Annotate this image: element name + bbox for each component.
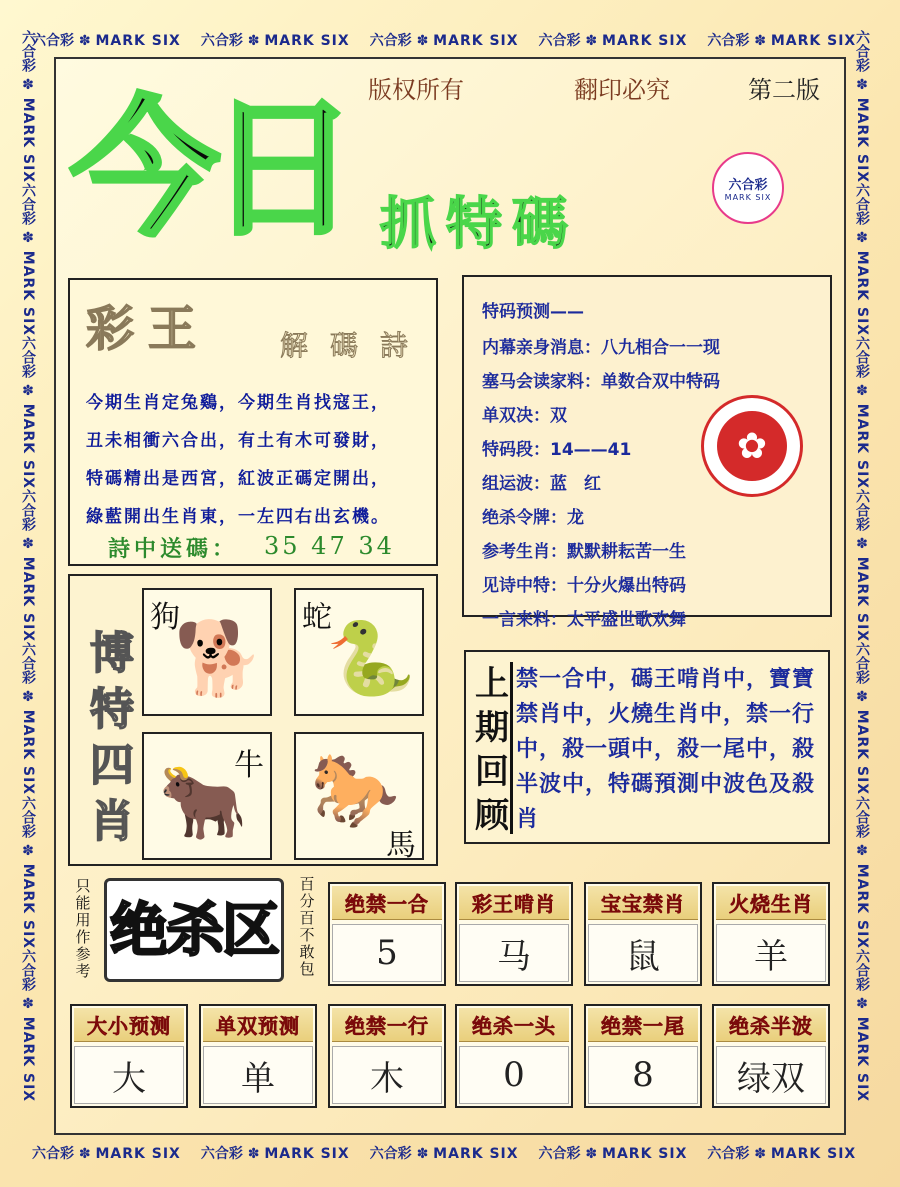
border-ornament: 六合彩 ✽ MARK SIX — [32, 33, 181, 49]
poem-line: 綠藍開出生肖東，一左四右出玄機。 — [86, 507, 390, 527]
kill-cell — [584, 1004, 702, 1108]
border-ornament: 六合彩 ✽ MARK SIX — [200, 1146, 350, 1162]
zodiac-cell-dog — [142, 588, 272, 716]
kill-cell — [584, 882, 702, 986]
left-border-strip — [18, 30, 48, 1158]
kill-cell-value: 大 — [74, 1046, 184, 1104]
border-ornament: 六合彩 ✽ MARK SIX — [854, 642, 870, 796]
note-right: 百 分 百 不 敢 包 — [299, 875, 315, 978]
prediction-item: 内幕亲身消息：八九相合一一现 — [482, 338, 720, 358]
page-subtitle: 抓特碼 — [380, 191, 578, 257]
kill-cell-value: 鼠 — [588, 924, 698, 982]
copyright-text: 版权所有 — [368, 76, 464, 104]
prediction-item: 一言来料：太平盛世歌欢舞 — [482, 610, 686, 630]
prediction-heading: 特码预测—— — [482, 302, 584, 322]
border-ornament: 六合彩 ✽ MARK SIX — [538, 1146, 688, 1162]
kill-cell-label: 宝宝禁肖 — [588, 886, 698, 920]
border-ornament: 六合彩 ✽ MARK SIX — [707, 1146, 857, 1162]
border-ornament: 六合彩 ✽ MARK SIX — [20, 336, 36, 490]
prediction-item: 特码段：14——41 — [482, 440, 632, 460]
border-ornament: 六合彩 ✽ MARK SIX — [854, 183, 870, 337]
zodiac-cell-ox — [142, 732, 272, 860]
prediction-item: 单双决：双 — [482, 406, 567, 426]
border-ornament: 六合彩 ✽ MARK SIX — [854, 795, 870, 949]
border-ornament: 六合彩 ✽ MARK SIX — [538, 33, 688, 49]
border-ornament: 六合彩 ✽ MARK SIX — [20, 489, 36, 643]
right-border-strip — [852, 30, 882, 1158]
zodiac-name: 牛 — [234, 748, 264, 783]
zodiac-side-label: 博 特 四 肖 — [90, 628, 134, 847]
poem-title: 彩王 — [86, 301, 211, 357]
kill-cell — [455, 882, 573, 986]
border-ornament: 六合彩 ✽ MARK SIX — [200, 33, 350, 49]
page-title: 今日 — [70, 81, 347, 257]
prediction-item: 组运波：蓝 红 — [482, 474, 601, 494]
zodiac-name: 蛇 — [302, 600, 332, 635]
kill-cell — [455, 1004, 573, 1108]
zodiac-box — [68, 574, 438, 866]
last-review-text: 禁一合中，碼王啃肖中，寶寶禁肖中，火燒生肖中，禁一行中，殺一頭中，殺一尾中，殺半波中，特碼預測中波色及殺肖 — [516, 667, 816, 832]
poem-line: 特碼精出是西宮，紅波正碼定開出， — [86, 469, 390, 489]
kill-cell — [328, 882, 446, 986]
no-reprint-text: 翻印必究 — [574, 76, 670, 104]
kill-cell-value: 5 — [332, 924, 442, 982]
kill-cell-label: 绝禁一合 — [332, 886, 442, 920]
kill-cell-label: 大小预测 — [74, 1008, 184, 1042]
kill-cell-value: 马 — [459, 924, 569, 982]
prediction-item: 参考生肖：默默耕耘苦一生 — [482, 542, 686, 562]
border-ornament: 六合彩 ✽ MARK SIX — [854, 30, 870, 184]
kill-cell — [328, 1004, 446, 1108]
kill-cell-value: 8 — [588, 1046, 698, 1104]
prediction-item: 见诗中特：十分火爆出特码 — [482, 576, 686, 596]
kill-cell-label: 绝禁一尾 — [588, 1008, 698, 1042]
kill-cell-value: 绿双 — [716, 1046, 826, 1104]
prediction-item: 绝杀令牌：龙 — [482, 508, 584, 528]
poem-subtitle: 解碼詩 — [280, 329, 431, 362]
zodiac-name: 馬 — [386, 828, 416, 863]
border-ornament: 六合彩 ✽ MARK SIX — [20, 948, 36, 1102]
ox-icon: 🐂 — [158, 760, 248, 844]
border-ornament: 六合彩 ✽ MARK SIX — [854, 336, 870, 490]
prediction-box — [462, 275, 832, 630]
logo-en-text: MARK SIX — [724, 193, 772, 202]
kill-cell-value: 0 — [459, 1046, 569, 1104]
border-ornament: 六合彩 ✽ MARK SIX — [20, 183, 36, 337]
poem-line: 丑未相衝六合出，有土有木可發財， — [86, 431, 390, 451]
gift-label: 詩中送碼： — [108, 536, 239, 562]
horse-icon: 🐎 — [310, 748, 400, 832]
zodiac-cell-snake — [294, 588, 424, 716]
mark-six-logo — [712, 152, 784, 224]
kill-cell — [712, 1004, 830, 1108]
prediction-item: 塞马会读家料：单数合双中特码 — [482, 372, 720, 392]
edition-text: 第二版 — [748, 76, 820, 104]
top-border-strip — [22, 30, 878, 50]
last-review-side-label: 上 期 回 顾 — [472, 662, 512, 838]
official-seal — [701, 395, 803, 497]
kill-cell-label: 单双预测 — [203, 1008, 313, 1042]
gift-numbers: 35 47 34 — [264, 532, 395, 560]
last-review-box — [464, 650, 830, 844]
kill-cell — [712, 882, 830, 986]
kill-cell-value: 木 — [332, 1046, 442, 1104]
poem-line: 今期生肖定兔鷄，今期生肖找寇王， — [86, 393, 390, 413]
bottom-border-strip — [22, 1143, 878, 1163]
zodiac-cell-horse — [294, 732, 424, 863]
border-ornament: 六合彩 ✽ MARK SIX — [20, 30, 36, 184]
poem-box — [68, 278, 438, 566]
border-ornament: 六合彩 ✽ MARK SIX — [707, 33, 857, 49]
border-ornament: 六合彩 ✽ MARK SIX — [32, 1146, 181, 1162]
dog-icon: 🐕 — [174, 616, 264, 700]
kill-cell — [70, 1004, 188, 1108]
border-ornament: 六合彩 ✽ MARK SIX — [854, 948, 870, 1102]
kill-cell — [199, 1004, 317, 1108]
kill-cell-label: 绝禁一行 — [332, 1008, 442, 1042]
border-ornament: 六合彩 ✽ MARK SIX — [369, 33, 519, 49]
border-ornament: 六合彩 ✽ MARK SIX — [20, 642, 36, 796]
kill-cell-value: 单 — [203, 1046, 313, 1104]
kill-cell-label: 彩王啃肖 — [459, 886, 569, 920]
border-ornament: 六合彩 ✽ MARK SIX — [369, 1146, 519, 1162]
logo-cn-text: 六合彩 — [728, 178, 768, 193]
border-ornament: 六合彩 ✽ MARK SIX — [854, 489, 870, 643]
kill-cell-label: 火烧生肖 — [716, 886, 826, 920]
bauhinia-icon: ✿ — [717, 411, 787, 481]
border-ornament: 六合彩 ✽ MARK SIX — [20, 795, 36, 949]
zodiac-name: 狗 — [150, 600, 180, 635]
kill-zone-title: 绝杀区 — [104, 878, 284, 982]
kill-cell-label: 绝杀半波 — [716, 1008, 826, 1042]
snake-icon: 🐍 — [326, 616, 416, 700]
kill-cell-value: 羊 — [716, 924, 826, 982]
note-left: 只 能 用 作 参 考 — [75, 877, 91, 980]
kill-cell-label: 绝杀一头 — [459, 1008, 569, 1042]
